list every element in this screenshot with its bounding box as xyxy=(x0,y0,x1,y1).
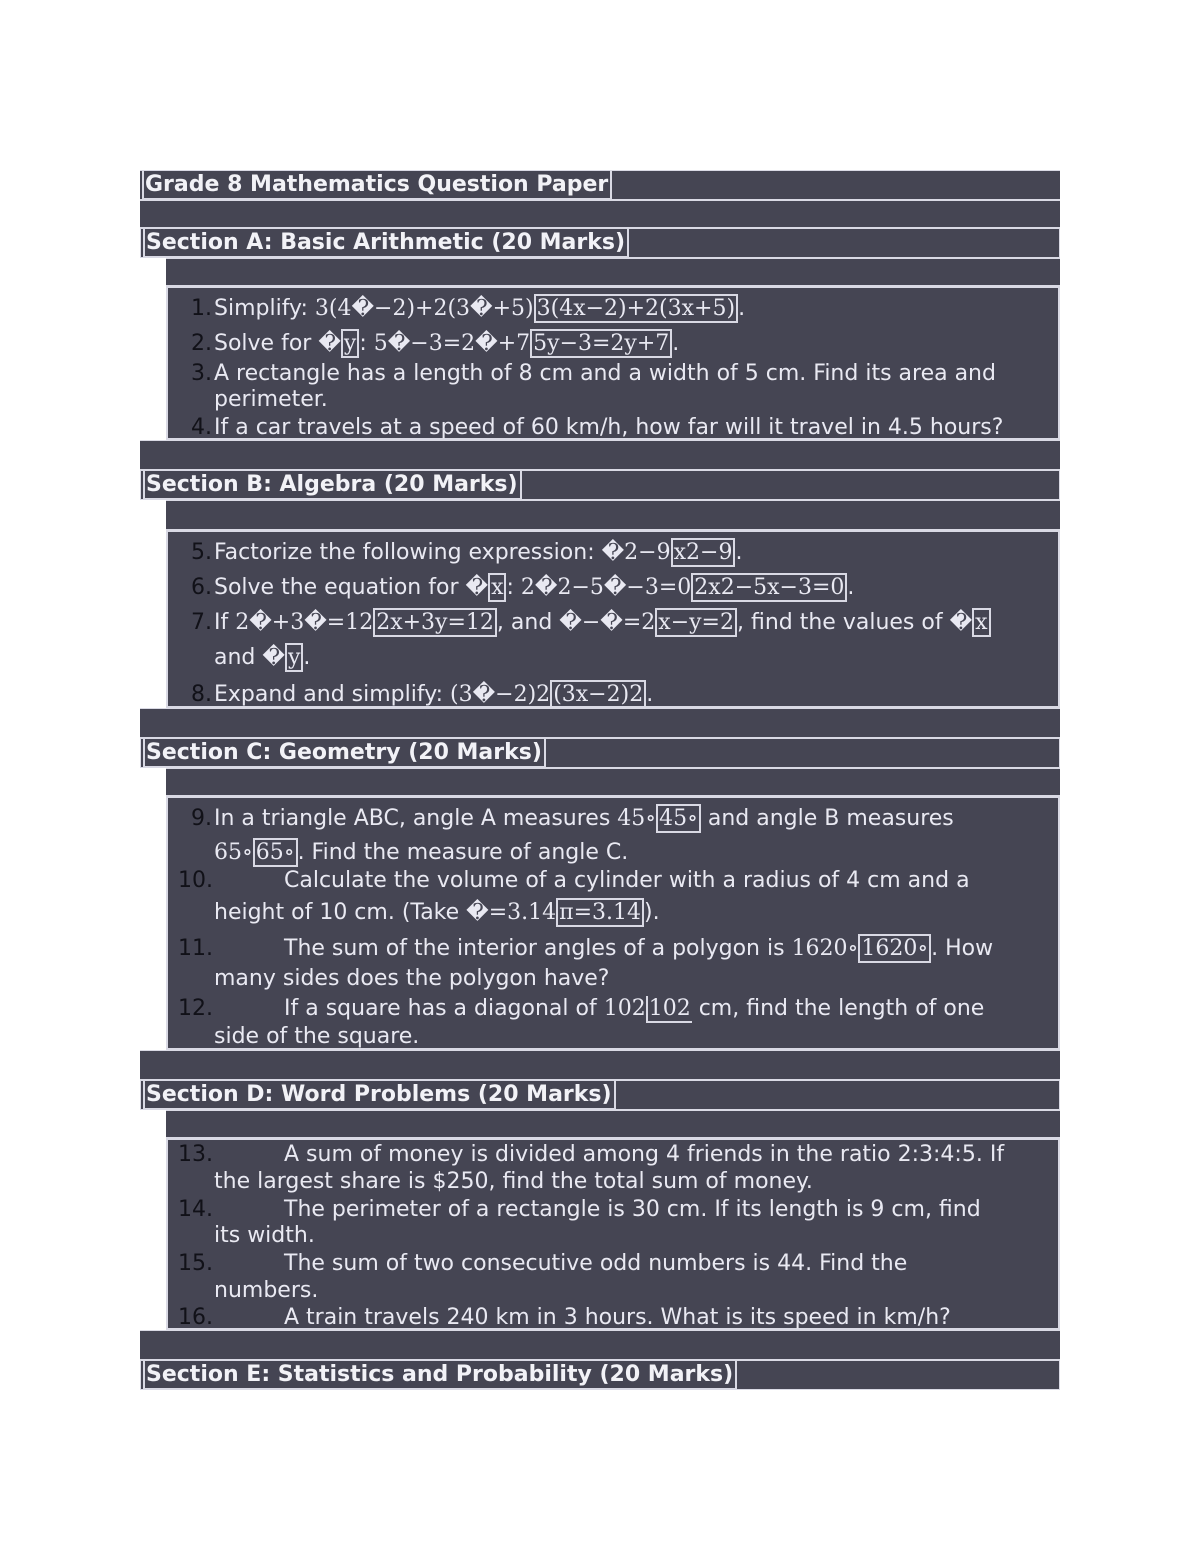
section-a-end-spacer xyxy=(140,440,1060,470)
section-e-title: Section E: Statistics and Probability (20 Marks) xyxy=(143,1361,737,1390)
section-a-title: Section A: Basic Arithmetic (20 Marks) xyxy=(143,229,629,258)
section-c-spacer xyxy=(166,768,1060,796)
section-c-heading xyxy=(140,738,1060,768)
title-spacer xyxy=(140,200,1060,228)
section-c-end-spacer xyxy=(140,1050,1060,1080)
section-d-end-spacer xyxy=(140,1330,1060,1360)
page-title: Grade 8 Mathematics Question Paper xyxy=(142,171,612,200)
section-c-questions: 9. In a triangle ABC, angle A measures 45∘ 45∘ and angle B measures 65∘ 65∘ . Find the measure of angle C. 10. Calculate the volume of a cylinder with a radius of 4 cm and a height of 10 cm. (Take �=3.14 π=3.14 ). 11. The sum of the interior angles of a polygon is 1620∘ 1620∘ . How many sides does the polygon have? 12. If a square has a diagonal of 102 102 cm, find the length of one side of the square. xyxy=(166,796,1060,1050)
section-b-title: Section B: Algebra (20 Marks) xyxy=(143,471,522,500)
section-a-spacer xyxy=(166,258,1060,286)
section-e-heading xyxy=(140,1360,1060,1390)
section-a-heading xyxy=(140,228,1060,258)
section-d-heading xyxy=(140,1080,1060,1110)
section-c-title: Section C: Geometry (20 Marks) xyxy=(143,739,546,768)
section-d-title: Section D: Word Problems (20 Marks) xyxy=(143,1081,616,1110)
section-d-questions: 13. A sum of money is divided among 4 friends in the ratio 2:3:4:5. If the largest share is $250, find the total sum of money. 14. The perimeter of a rectangle is 30 cm. If its length is 9 cm, find its width. 15. The sum of two consecutive odd numbers is 44. Find the numbers. 16. A train travels 240 km in 3 hours. What is its speed in km/h? xyxy=(166,1138,1060,1330)
section-d-spacer xyxy=(166,1110,1060,1138)
section-b-heading xyxy=(140,470,1060,500)
section-b-questions: 5. Factorize the following expression: �2−9 x2−9 . 6. Solve the equation for � x : 2�2−5�−3=0 2x2−5x−3=0 . 7. If 2�+3�=12 2x+3y=12 , and �−�=2 x−y=2 , find the values of � x and � y . 8. Expand and simplify: (3�−2)2 (3x−2)2 . xyxy=(166,530,1060,708)
title-bar xyxy=(140,170,1060,200)
section-b-end-spacer xyxy=(140,708,1060,738)
section-a-questions: 1. Simplify: 3(4�−2)+2(3�+5) 3(4x−2)+2(3x+5) . 2. Solve for � y : 5�−3=2�+7 5y−3=2y+7 . 3. A rectangle has a length of 8 cm and a width of 5 cm. Find its area and perimeter. 4. If a car travels at a speed of 60 km/h, how far will it travel in 4.5 hours? xyxy=(166,286,1060,440)
section-b-spacer xyxy=(166,500,1060,530)
